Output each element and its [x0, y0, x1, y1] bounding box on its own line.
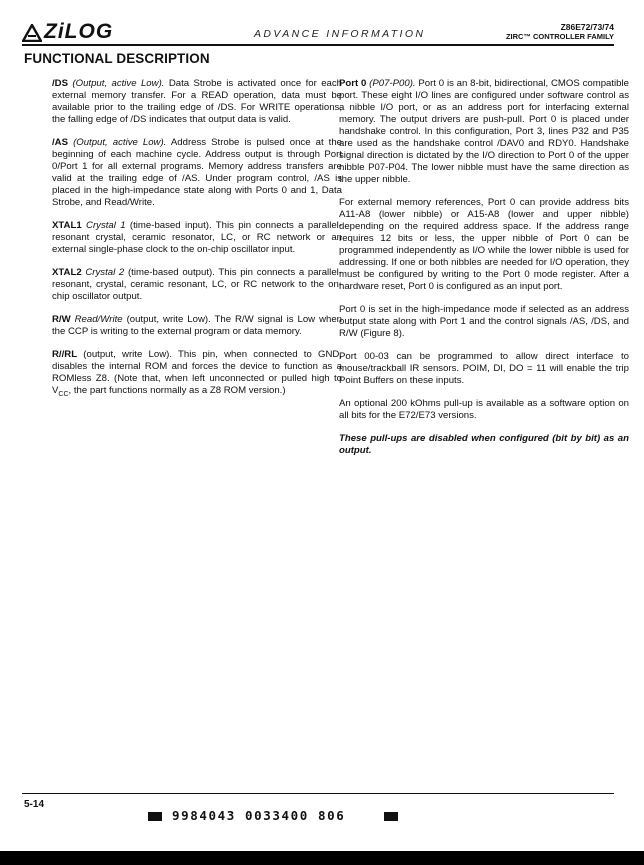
high-impedance-paragraph: Port 0 is set in the high-impedance mode if selected as an address output state along with Port 1 and the control signals /AS, /DS, and R/W (Figure 8).	[339, 304, 629, 339]
port00-03-paragraph: Port 00-03 can be programmed to allow direct interface to mouse/trackball IR sensors. POIM, DI, DO = 11 will enable the trip Point Buffers on these inputs.	[339, 351, 629, 386]
xtal1-term: XTAL1	[52, 220, 82, 231]
part-number: Z86E72/73/74	[560, 22, 614, 32]
external-memory-paragraph: For external memory references, Port 0 can provide address bits A11-A8 (lower nibble) or A15-A8 (lower and upper nibble) depending on the required address space. If the address range requires 12 bits or less, the upper nibble of Port 0 can be programmed independently as I/O while the lower nibble is used for addressing. If one or both nibbles are needed for I/O operation, they must be configured by writing to the Port 0 mode register. After a hardware reset, Port 0 is configured as an input port.	[339, 197, 629, 292]
rl-term: R//RL	[52, 349, 78, 360]
rw-paragraph	[52, 314, 342, 338]
xtal2-paragraph	[52, 267, 342, 303]
page-number: 5-14	[24, 799, 45, 810]
as-term: /AS	[52, 137, 68, 148]
ds-text: Data Strobe is activated once for each external memory transfer. For a READ operation, data must be available prior to the trailing edge of /DS. For WRITE operations, the falling edge of /DS indicates that output data is valid.	[52, 78, 342, 125]
as-paragraph	[52, 137, 342, 209]
advance-information-banner: ADVANCE INFORMATION	[254, 28, 426, 40]
ds-term: /DS	[52, 78, 68, 89]
xtal2-text: (time-based output). This pin connects a parallel-resonant, crystal, ceramic resonant, LC, or RC network to the on-chip oscillator output.	[52, 267, 342, 302]
product-family: ZIRC™ CONTROLLER FAMILY	[505, 32, 614, 41]
right-column	[339, 78, 629, 468]
barcode-text: 9984043 0033400 806	[172, 808, 346, 823]
xtal2-qualifier: Crystal 2	[85, 267, 125, 278]
barcode-right-block	[384, 812, 398, 821]
as-text: Address Strobe is pulsed once at the beginning of each machine cycle. Address output is through Port 0/Port 1 for all external programs. Memory address transfers are valid at the trailing edge of /AS. Under program control, /AS is placed in the high-impedance state along with Ports 0 and 1, Data Strobe, and Read/Write.	[52, 137, 343, 208]
scan-edge	[0, 851, 644, 865]
xtal1-qualifier: Crystal 1	[86, 220, 126, 231]
vcc-subscript: CC	[58, 390, 69, 398]
ds-paragraph	[52, 78, 342, 126]
footer-rule	[22, 793, 614, 794]
barcode	[148, 808, 408, 826]
rw-qualifier: Read/Write	[74, 314, 123, 325]
rl-text-after: , the part functions normally as a Z8 ROM version.)	[68, 385, 286, 396]
logo-wordmark: ZiLOG	[44, 20, 114, 43]
rw-term: R/W	[52, 314, 71, 325]
port0-paragraph	[339, 78, 629, 186]
barcode-left-block	[148, 812, 162, 821]
port0-text: Port 0 is an 8-bit, bidirectional, CMOS compatible port. These eight I/O lines are configured under software control as a nibble I/O port, or as an address port for interfacing external memory. The output drivers are push-pull. Port 0 is placed under handshake control. In this configuration, Port 3, lines P32 and P35 are used as the handshake control /DAV0 and RDY0. Handshake signal direction is dictated by the I/O direction to Port 0 of the upper nibble P07-P04. The lower nibble must have the same direction as the upper nibble.	[339, 78, 629, 185]
as-qualifier: (Output, active Low).	[73, 137, 167, 148]
xtal2-term: XTAL2	[52, 267, 82, 278]
zilog-mark-icon	[22, 24, 42, 42]
xtal1-paragraph	[52, 220, 342, 256]
left-column	[52, 78, 342, 412]
pullup-note: These pull-ups are disabled when configured (bit by bit) as an output.	[339, 433, 629, 456]
port0-qualifier: (P07-P00).	[369, 78, 416, 89]
port0-term: Port 0	[339, 78, 367, 89]
rl-paragraph	[52, 349, 342, 401]
page-header	[22, 22, 614, 44]
section-title: FUNCTIONAL DESCRIPTION	[24, 51, 210, 66]
rw-text: (output, write Low). The R/W signal is Low when the CCP is writing to the external program or data memory.	[52, 314, 342, 337]
rl-text-before: (output, write Low). This pin, when connected to GND, disables the internal ROM and forces the device to function as a ROMless Z8. (Note that, when left unconnected or pulled high to V	[52, 349, 342, 396]
xtal1-text: (time-based input). This pin connects a parallel-resonant crystal, ceramic resonator, LC, or RC network or an external single-phase clock to the on-chip oscillator input.	[52, 220, 342, 255]
ds-qualifier: (Output, active Low).	[72, 78, 165, 89]
pullup-paragraph: An optional 200 kOhms pull-up is available as a software option on all bits for the E72/E73 versions.	[339, 398, 629, 421]
header-rule	[22, 44, 614, 46]
zilog-logo	[22, 22, 132, 44]
